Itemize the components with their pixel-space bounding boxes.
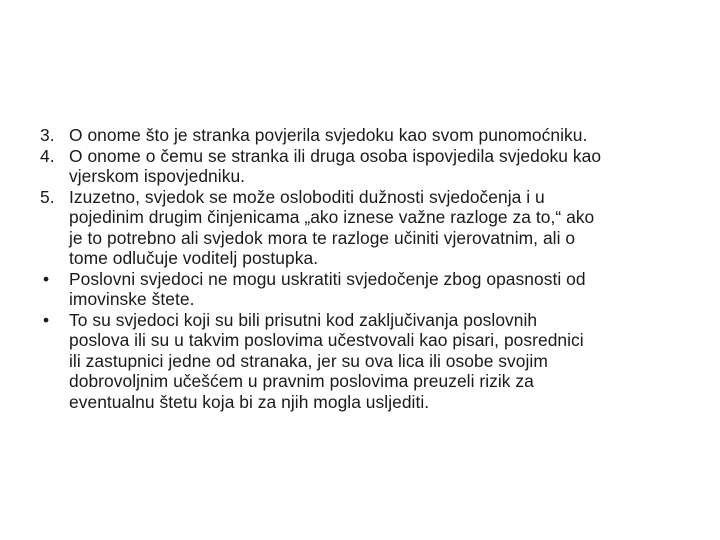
text-line: je to potrebno ali svjedok mora te razloge učiniti vjerovatnim, ali o: [69, 227, 576, 248]
text-line: dobrovoljnim učešćem u pravnim poslovima preuzeli rizik za: [69, 371, 534, 391]
text-line: O onome što je stranka povjerila svjedoku kao svom punomoćniku.: [69, 125, 588, 145]
text-line: vjerskom ispovjedniku.: [69, 166, 246, 186]
text-line: Izuzetno, svjedok se može osloboditi dužnosti svjedočenja i u: [69, 186, 545, 207]
list-item-text: [69, 125, 700, 146]
list-number: 5.: [40, 186, 55, 207]
list-item-text: [69, 269, 700, 310]
list-item-3: [40, 125, 700, 146]
list-number: 3.: [40, 125, 55, 145]
list-item-4: [40, 146, 700, 187]
text-line: O onome o čemu se stranka ili druga osoba ispovjedila svjedoku kao: [69, 145, 602, 166]
bullet-item-definicija: [40, 310, 700, 413]
bullet-item-poslovni-svjedoci: [40, 269, 700, 310]
text-line: To su svjedoci koji su bili prisutni kod zaključivanja poslovnih: [69, 309, 538, 330]
list-number: 4.: [40, 145, 55, 166]
list-item-text: [69, 310, 700, 413]
bullet-icon: •: [43, 309, 50, 330]
list-item-text: [69, 187, 700, 269]
text-line: ili zastupnici jedne od stranaka, jer su ova lica ili osobe svojim: [69, 350, 548, 371]
list-item-text: [69, 146, 700, 187]
text-line: eventualnu štetu koja bi za njih mogla usljediti.: [69, 391, 430, 412]
text-line: Poslovni svjedoci ne mogu uskratiti svjedočenje zbog opasnosti od: [69, 268, 586, 289]
text-line: poslova ili su u takvim poslovima učestvovali kao pisari, posrednici: [69, 330, 584, 350]
bullet-icon: •: [43, 268, 50, 289]
text-list: [40, 125, 700, 412]
text-line: tome odlučuje voditelj postupka.: [69, 248, 319, 268]
list-item-5: [40, 187, 700, 269]
text-line: pojedinim drugim činjenicama „ako iznese važne razloge za to,“ ako: [69, 207, 595, 227]
text-line: imovinske štete.: [69, 289, 195, 309]
